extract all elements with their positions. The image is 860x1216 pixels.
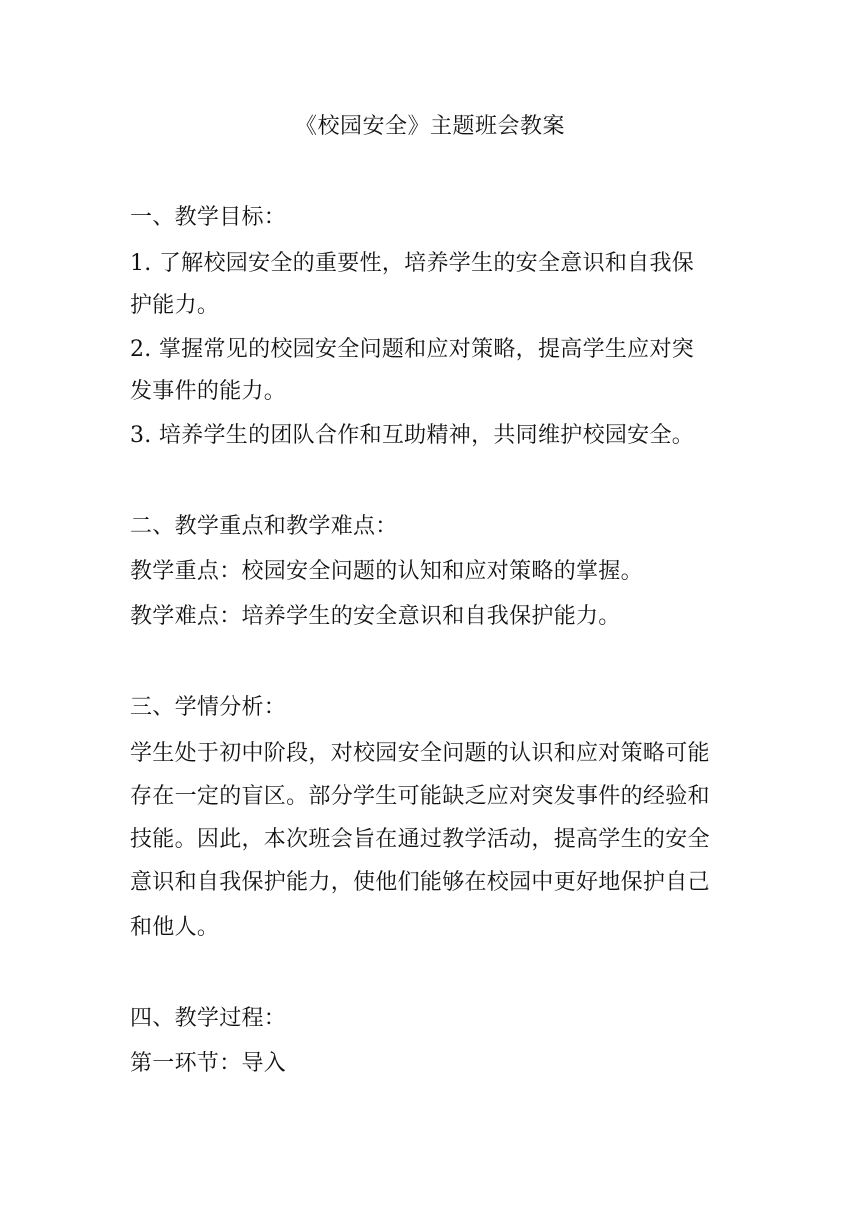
objective-2-line-1: 2. 掌握常见的校园安全问题和应对策略，提高学生应对突 — [130, 337, 695, 362]
section-heading-analysis: 三、学情分析： — [130, 695, 287, 720]
analysis-line-1: 学生处于初中阶段，对校园安全问题的认识和应对策略可能 — [130, 741, 710, 766]
objective-3-line: 3. 培养学生的团队合作和互助精神，共同维护校园安全。 — [130, 423, 695, 448]
analysis-line-5: 和他人。 — [130, 915, 220, 940]
process-step-1: 第一环节：导入 — [130, 1051, 287, 1076]
analysis-line-2: 存在一定的盲区。部分学生可能缺乏应对突发事件的经验和 — [130, 784, 710, 809]
key-point-line: 教学重点：校园安全问题的认知和应对策略的掌握。 — [130, 559, 643, 584]
difficult-point-line: 教学难点：培养学生的安全意识和自我保护能力。 — [130, 604, 621, 629]
section-heading-process: 四、教学过程： — [130, 1006, 287, 1031]
objective-1-line-2: 护能力。 — [130, 293, 220, 318]
section-heading-objectives: 一、教学目标： — [130, 205, 287, 230]
analysis-line-4: 意识和自我保护能力，使他们能够在校园中更好地保护自己 — [130, 870, 710, 895]
document-title: 《校园安全》主题班会教案 — [294, 114, 565, 139]
objective-1-line-1: 1. 了解校园安全的重要性，培养学生的安全意识和自我保 — [130, 251, 695, 276]
analysis-line-3: 技能。因此，本次班会旨在通过教学活动，提高学生的安全 — [130, 827, 710, 852]
objective-2-line-2: 发事件的能力。 — [130, 379, 287, 404]
section-heading-key-points: 二、教学重点和教学难点： — [130, 514, 398, 539]
